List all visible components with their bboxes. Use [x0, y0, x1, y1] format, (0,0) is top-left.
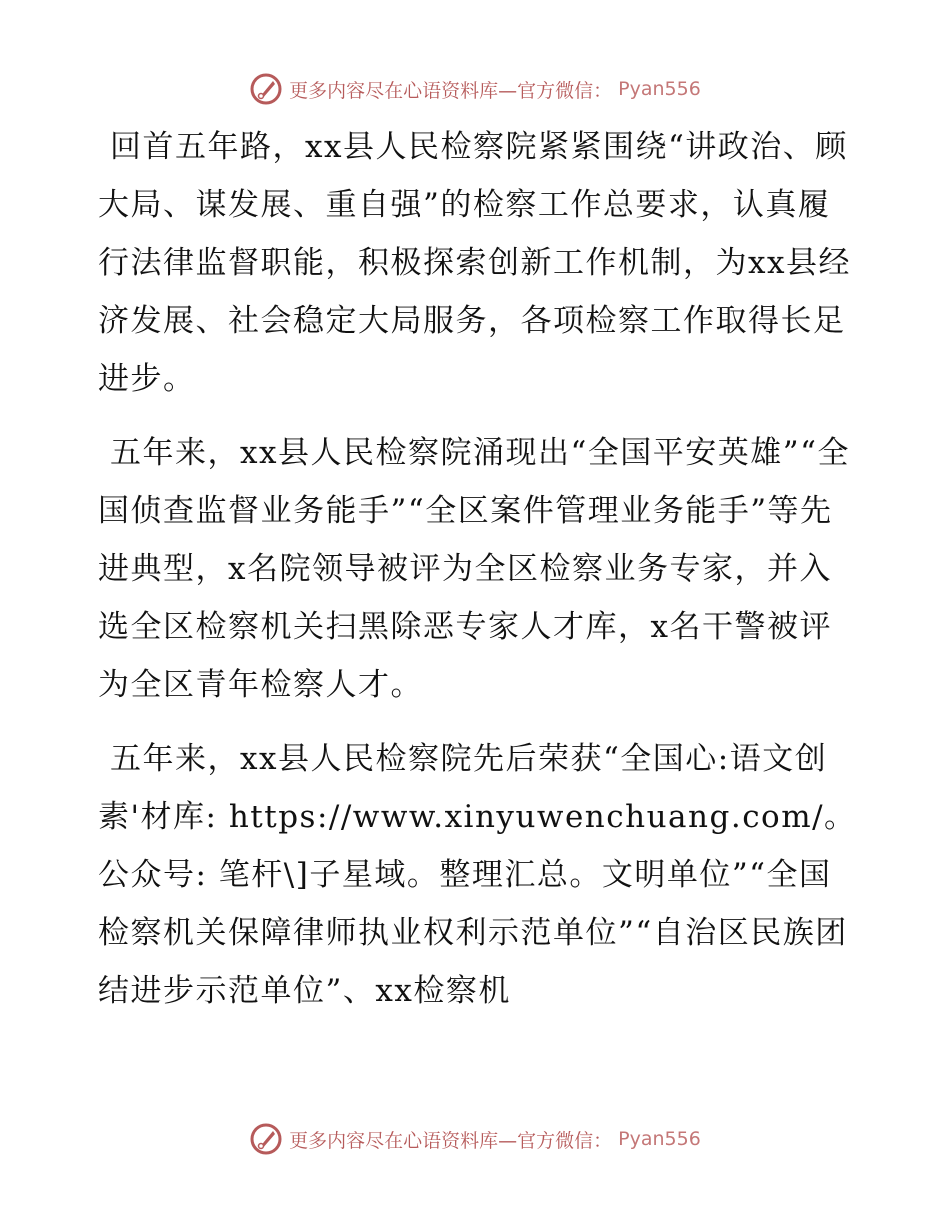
watermark-handle: Pyan556	[618, 1128, 701, 1150]
paragraph-2: 五年来，xx县人民检察院涌现出“全国平安英雄”“全国侦查监督业务能手”“全区案件管理业务能手”等先进典型，x名院领导被评为全区检察业务专家，并入选全区检察机关扫黑除恶专家人才库，x名干警被评为全区青年检察人才。	[98, 435, 851, 703]
paragraph-1: 回首五年路，xx县人民检察院紧紧围绕“讲政治、顾大局、谋发展、重自强”的检察工作总要求，认真履行法律监督职能，积极探索创新工作机制，为xx县经济发展、社会稳定大局服务，各项检察工作取得长足进步。	[98, 129, 851, 397]
quill-logo-icon	[249, 1122, 283, 1156]
watermark-text: 更多内容尽在心语资料库—官方微信：	[289, 1129, 613, 1152]
watermark-handle: Pyan556	[618, 78, 701, 100]
document-body	[98, 118, 858, 1036]
quill-logo-icon	[249, 72, 283, 106]
footer-watermark	[0, 1122, 950, 1156]
paragraph-3: 五年来，xx县人民检察院先后荣获“全国心:语文创素'材库: https://www.xinyuwenchuang.com/。公众号: 笔杆\]子星域。整理汇总。文明单位”“全国检察机关保障律师执业权利示范单位”“自治区民族团结进步示范单位”、xx检察机	[98, 741, 857, 1009]
watermark-text: 更多内容尽在心语资料库—官方微信：	[289, 79, 613, 102]
header-watermark	[0, 72, 950, 106]
